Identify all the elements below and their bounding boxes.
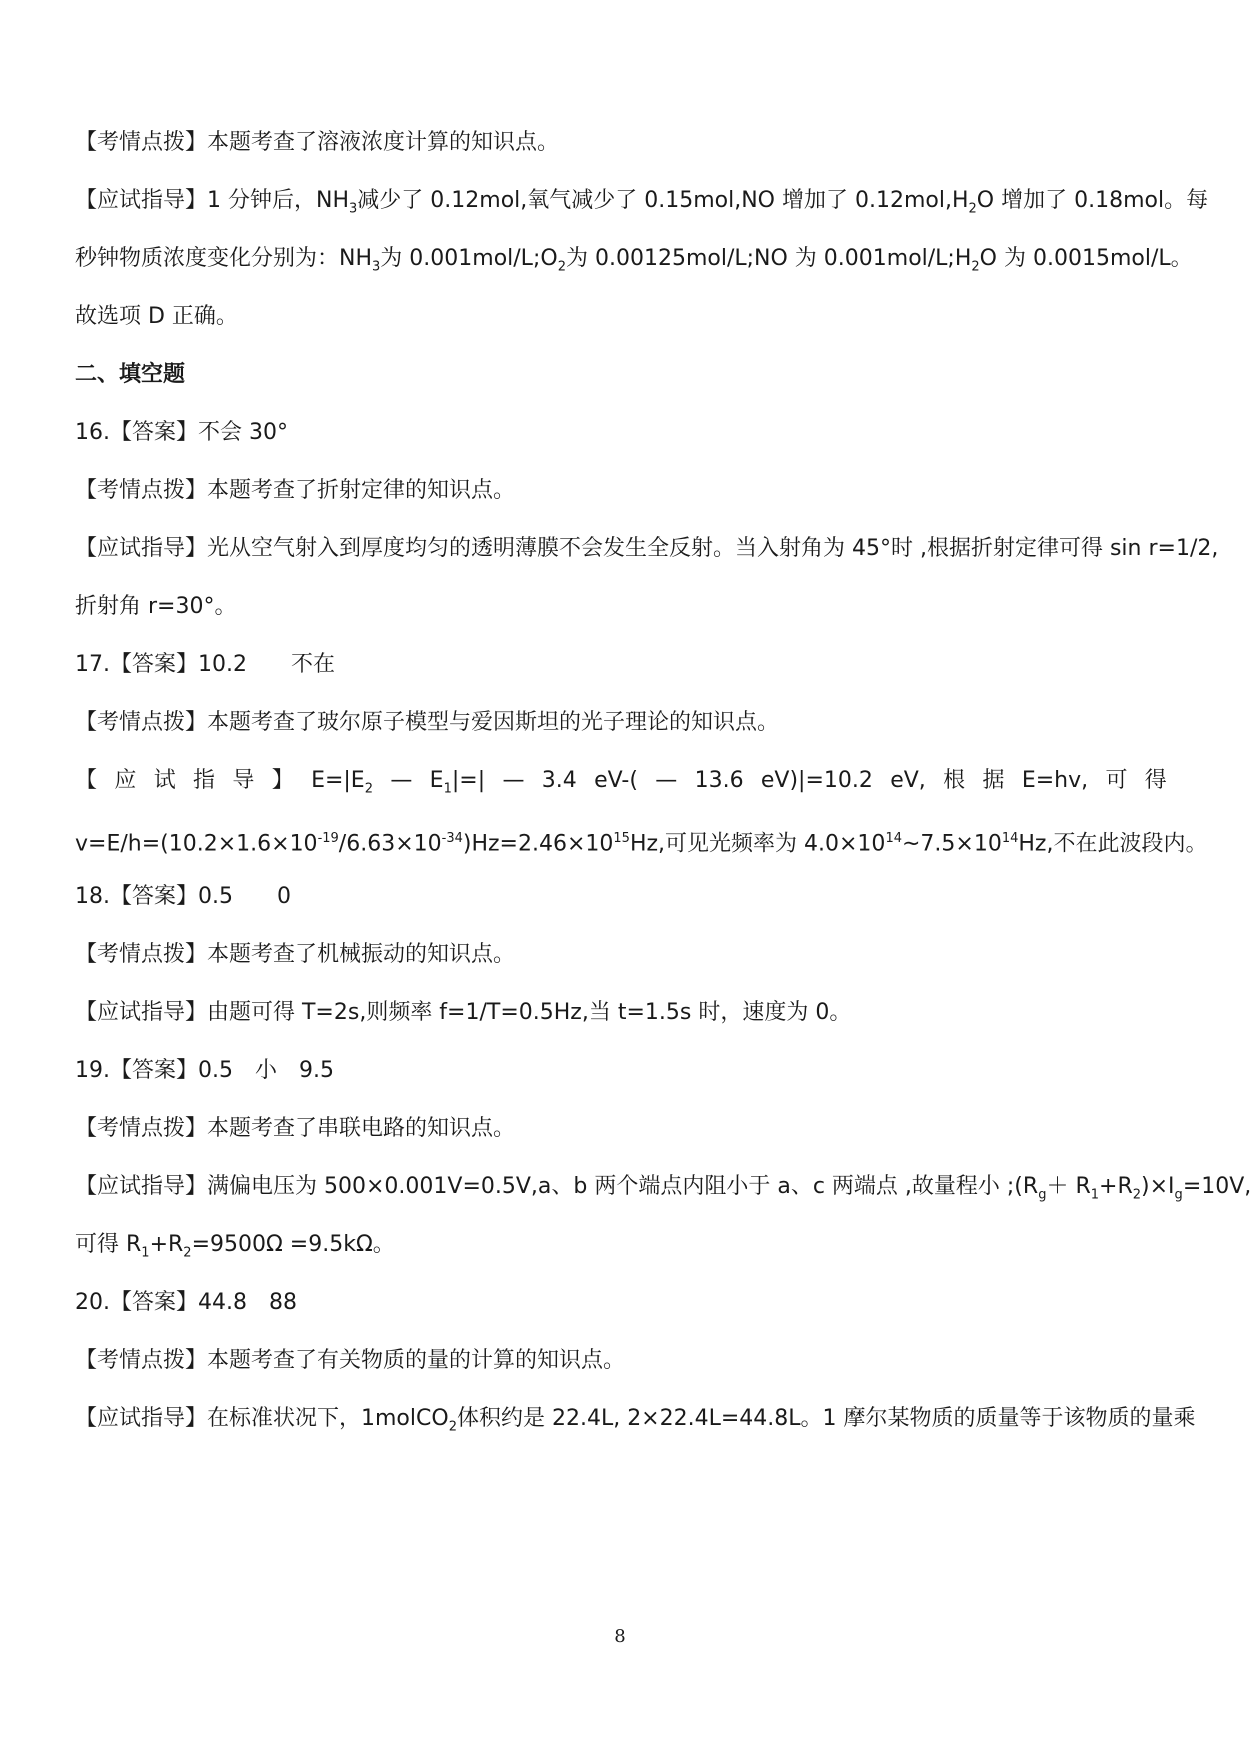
text-line: $v=E/h=(10.2\times 1.6\times 10^{-19}/6.63\times 10^{-34})Hz=2.46\times 10^{15}Hz$,可见光频率为 $4.0\times 10^{14}\sim 7.5\times 10^{14}Hz$,不在此波段内。 [75, 831, 1208, 857]
text-line: 【考情点拨】本题考查了机械振动的知识点。 [75, 942, 516, 967]
text-line: 【应试指导】满偏电压为 500×0.001V=0.5V,a、b 两个端点内阻小于 a、c 两端点 ,故量程小 $;(R_g+ R_1+R_2)\times I_g=10V$, [75, 1174, 1251, 1203]
text-line: 可得 $R_1+R_2=9500\Omega =9.5k\Omega$。 [75, 1232, 395, 1261]
text-line: 【应试指导】由题可得 T=2s,则频率 f=1/T=0.5Hz,当 t=1.5s 时，速度为 0。 [75, 1000, 852, 1025]
text-line: 【应试指导】在标准状况下，1molCO$_2$体积约是 22.4L, 2×22.4L=44.8L。1 摩尔某物质的质量等于该物质的量乘 [75, 1406, 1196, 1435]
text-line-justified: 【 应 试 指 导 】 $E=|E_2$ — $E_1|=|$ — 3.4 eV-( — 13.6 eV)|=10.2 eV, 根 据 E=hv, 可 得 [75, 768, 1167, 797]
text-line: 秒钟物质浓度变化分别为：$NH_3$为 $0.001mol/L;O_2$为 0.00125mol/L;NO 为 $0.001mol/L;H_2O$ 为 0.0015mol/L。 [75, 246, 1193, 275]
text-line: 【应试指导】1 分钟后，$NH_3$减少了 0.12mol,氧气减少了 0.15mol,NO 增加了 $0.12mol,H_2O$ 增加了 0.18mol。每 [75, 188, 1209, 217]
text-line: 折射角 r=30°。 [75, 594, 237, 619]
text-line: 【应试指导】光从空气射入到厚度均匀的透明薄膜不会发生全反射。当入射角为 45°时 ,根据折射定律可得 sin r=1/2, [75, 536, 1219, 561]
answer-17: 17.【答案】10.2 不在 [75, 652, 335, 677]
text-line: 【考情点拨】本题考查了有关物质的量的计算的知识点。 [75, 1348, 626, 1373]
text-line: 【考情点拨】本题考查了溶液浓度计算的知识点。 [75, 130, 560, 155]
text-line: 【考情点拨】本题考查了玻尔原子模型与爱因斯坦的光子理论的知识点。 [75, 710, 780, 735]
answer-16: 16.【答案】不会 30° [75, 420, 288, 445]
section-title: 二、填空题 [75, 362, 186, 387]
answer-19: 19.【答案】0.5 小 9.5 [75, 1058, 335, 1083]
page-number: 8 [614, 1626, 626, 1647]
text-line: 故选项 D 正确。 [75, 304, 238, 329]
text-line: 【考情点拨】本题考查了串联电路的知识点。 [75, 1116, 516, 1141]
answer-20: 20.【答案】44.8 88 [75, 1290, 297, 1315]
text-line: 【考情点拨】本题考查了折射定律的知识点。 [75, 478, 516, 503]
answer-18: 18.【答案】0.5 0 [75, 884, 291, 909]
